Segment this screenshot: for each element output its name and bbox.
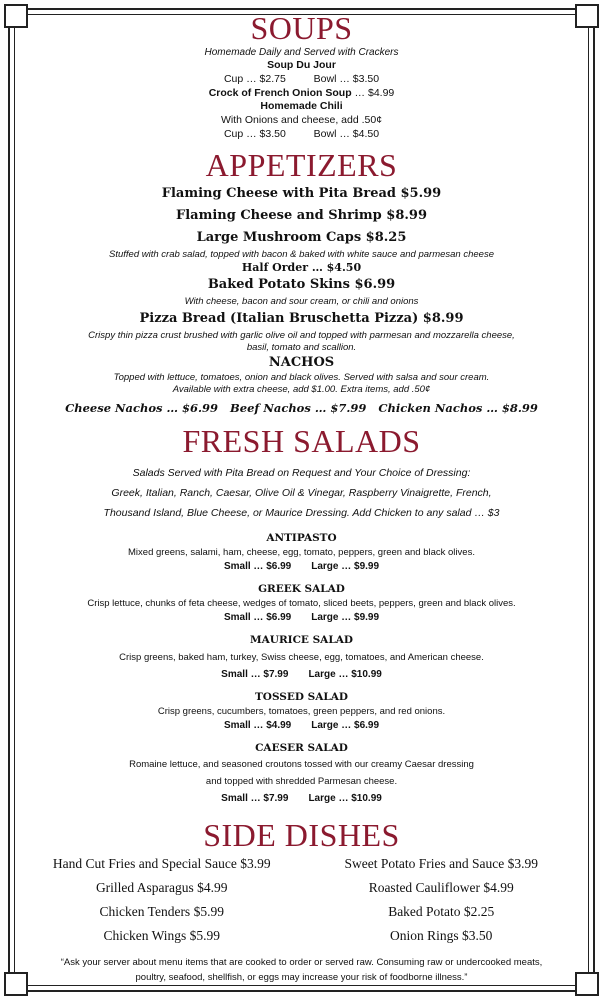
salad-large-price: Large … $9.99: [311, 561, 380, 572]
side-dish-item: Onion Rings $3.50: [390, 928, 493, 943]
menu-content: [22, 8, 581, 985]
side-dish-item: Sweet Potato Fries and Sauce $3.99: [344, 856, 538, 871]
salads-intro-line: Thousand Island, Blue Cheese, or Maurice Dressing. Add Chicken to any salad … $3: [103, 507, 500, 519]
salad-item: [22, 633, 581, 682]
salad-desc: Romaine lettuce, and seasoned croutons tossed with our creamy Caesar dressing: [129, 759, 474, 770]
salad-item: [22, 531, 581, 574]
salad-large-price: Large … $9.99: [311, 612, 380, 623]
sides-section: [22, 819, 581, 945]
salad-name: GREEK SALAD: [258, 583, 345, 595]
appetizers-title: APPETIZERS: [205, 147, 398, 183]
food-safety-disclaimer: [22, 955, 581, 985]
appetizer-name: Pizza Bread (Italian Bruschetta Pizza) $8.99: [139, 311, 464, 326]
side-dish-item: Roasted Cauliflower $4.99: [368, 880, 514, 895]
side-dish-item: Hand Cut Fries and Special Sauce $3.99: [52, 856, 271, 871]
salad-small-price: Small … $6.99: [223, 612, 292, 623]
soups-title: SOUPS: [250, 10, 353, 46]
appetizer-desc: basil, tomato and scallion.: [246, 342, 357, 353]
salad-large-price: Large … $6.99: [311, 720, 380, 731]
appetizer-name: Flaming Cheese and Shrimp $8.99: [175, 208, 427, 223]
soups-section: [22, 12, 581, 141]
nachos-option: Cheese Nachos … $6.99: [65, 401, 219, 415]
salad-prices: [22, 560, 581, 574]
salad-desc: and topped with shredded Parmesan cheese.: [205, 776, 398, 787]
chili-note: With Onions and cheese, add .50¢: [220, 114, 383, 126]
chili-cup: Cup … $3.50: [223, 128, 286, 140]
salad-desc: Crisp greens, baked ham, turkey, Swiss cheese, egg, tomatoes, and American cheese.: [119, 652, 484, 663]
appetizer-desc: Stuffed with crab salad, topped with bacon & baked with white sauce and parmesan cheese: [109, 249, 494, 260]
disclaimer-line: poultry, seafood, shellfish, or eggs may increase your risk of foodborne illness.”: [135, 972, 468, 983]
salad-large-price: Large … $10.99: [308, 793, 382, 804]
salad-prices: [22, 719, 581, 733]
sides-list: [22, 855, 581, 945]
nachos-option: Chicken Nachos … $8.99: [378, 401, 538, 415]
salads-intro: [22, 463, 581, 523]
french-onion-line: [22, 86, 581, 100]
appetizer-desc: Available with extra cheese, add $1.00. Extra items, add .50¢: [172, 384, 431, 395]
disclaimer-line: “Ask your server about menu items that are cooked to order or served raw. Consuming raw or undercooked meats,: [60, 957, 543, 968]
salad-desc: Mixed greens, salami, ham, cheese, egg, tomato, peppers, green and black olives.: [128, 547, 475, 558]
salad-prices: [22, 611, 581, 625]
salad-name: ANTIPASTO: [266, 532, 337, 544]
chili-name: Homemade Chili: [260, 100, 343, 112]
side-dish-item: Baked Potato $2.25: [388, 904, 495, 919]
soup-du-jour-name: Soup Du Jour: [267, 59, 336, 71]
salads-title: FRESH SALADS: [182, 423, 421, 459]
salad-prices: [22, 668, 581, 682]
salad-desc: Crisp lettuce, chunks of feta cheese, wedges of tomato, sliced beets, peppers, green and black olives.: [87, 598, 516, 609]
nachos-options: [22, 399, 581, 417]
salad-name: MAURICE SALAD: [250, 634, 353, 646]
salad-small-price: Small … $7.99: [221, 793, 289, 804]
appetizer-name: NACHOS: [268, 355, 335, 370]
salads-intro-line: Greek, Italian, Ranch, Caesar, Olive Oil & Vinegar, Raspberry Vinaigrette, French,: [111, 487, 492, 499]
salad-small-price: Small … $6.99: [223, 561, 292, 572]
soup-du-jour-bowl: Bowl … $3.50: [313, 73, 380, 85]
sides-title: SIDE DISHES: [203, 817, 400, 853]
appetizers-section: [22, 149, 581, 417]
appetizer-name: Large Mushroom Caps $8.25: [196, 230, 407, 245]
appetizer-desc: With cheese, bacon and sour cream, or chili and onions: [184, 296, 419, 307]
appetizer-desc: Topped with lettuce, tomatoes, onion and black olives. Served with salsa and sour cream.: [113, 372, 490, 383]
nachos-option: Beef Nachos … $7.99: [230, 401, 367, 415]
side-dish-item: Chicken Wings $5.99: [103, 928, 221, 943]
salads-intro-line: Salads Served with Pita Bread on Request and Your Choice of Dressing:: [132, 467, 471, 479]
salad-item: [22, 741, 581, 807]
salad-item: [22, 582, 581, 625]
chili-bowl: Bowl … $4.50: [313, 128, 380, 140]
side-dish-item: Chicken Tenders $5.99: [99, 904, 224, 919]
salad-name: CAESER SALAD: [255, 742, 348, 754]
salad-prices: [22, 790, 581, 807]
salad-small-price: Small … $7.99: [221, 669, 289, 680]
appetizer-desc: Crispy thin pizza crust brushed with garlic olive oil and topped with parmesan and mozzarella cheese,: [88, 330, 515, 341]
salad-item: [22, 690, 581, 733]
appetizer-name: Flaming Cheese with Pita Bread $5.99: [161, 186, 442, 201]
soups-subtitle: Homemade Daily and Served with Crackers: [204, 47, 399, 58]
appetizer-extra: Half Order … $4.50: [241, 261, 362, 274]
appetizer-name: Baked Potato Skins $6.99: [207, 277, 396, 292]
side-dish-item: Grilled Asparagus $4.99: [95, 880, 228, 895]
salads-section: [22, 425, 581, 807]
french-onion-price: … $4.99: [351, 87, 395, 99]
salad-large-price: Large … $10.99: [308, 669, 382, 680]
soup-du-jour-prices: [22, 72, 581, 86]
french-onion-name: Crock of French Onion Soup: [208, 87, 352, 99]
salad-name: TOSSED SALAD: [254, 691, 349, 703]
chili-prices: [22, 127, 581, 141]
salad-small-price: Small … $4.99: [223, 720, 292, 731]
soup-du-jour-cup: Cup … $2.75: [223, 73, 286, 85]
salad-desc: Crisp greens, cucumbers, tomatoes, green peppers, and red onions.: [157, 706, 446, 717]
